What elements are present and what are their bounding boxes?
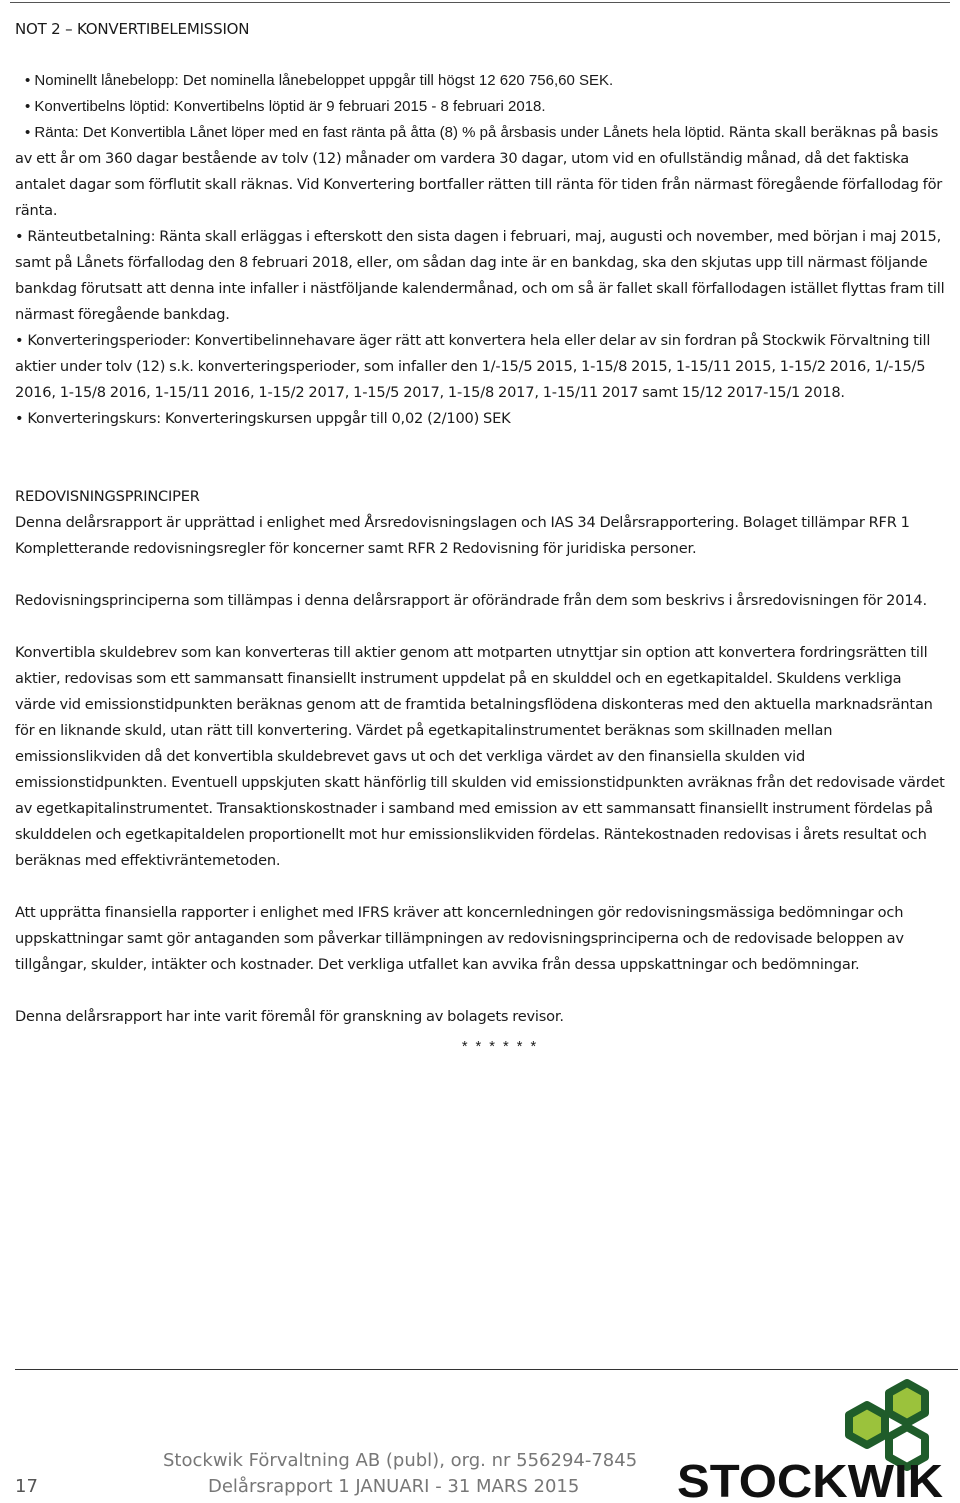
principles-heading: REDOVISNINGSPRINCIPER: [15, 488, 200, 505]
interest-details: Ränta skall beräknas på basis av ett år om 360 dagar bestående av tolv (12) månader om vardera 30 dagar, utom vid en ofullständig månad, då det faktiska antalet dagar som förflutit skall räknas. Vid Konvertering bortfaller rätten till ränta för tiden från närmast föregående förfallodag för ränta.: [15, 124, 943, 219]
footer-report: Delårsrapport 1 JANUARI - 31 MARS 2015: [208, 1476, 580, 1497]
principles-paragraph-5: Denna delårsrapport har inte varit föremål för granskning av bolagets revisor.: [15, 1008, 564, 1025]
principles-paragraph-4: Att upprätta finansiella rapporter i enlighet med IFRS kräver att koncernledningen gör redovisningsmässiga bedömningar och uppskattningar samt gör antaganden som påverkar tillämpningen av redovisningsprinciperna och de redovisade beloppen av tillgångar, skulder, intäkter och kostnader. Det verkliga utfallet kan avvika från dessa uppskattningar och bedömningar.: [15, 904, 904, 973]
bullet-interest: [15, 120, 945, 224]
footer-company: Stockwik Förvaltning AB (publ), org. nr 556294-7845: [163, 1450, 638, 1471]
logo-wordmark: STOCKWIK: [677, 1455, 943, 1500]
end-marker: * * * * * *: [461, 1039, 539, 1055]
bullet-maturity: • Konvertibelns löptid: Konvertibelns löptid är 9 februari 2015 - 8 februari 2018.: [25, 98, 546, 115]
interest-intro: • Ränta: Det Konvertibla Lånet löper med en fast ränta på åtta (8) % på årsbasis under Lånets hela löptid.: [25, 124, 725, 141]
note-title: NOT 2 – KONVERTIBELEMISSION: [15, 20, 250, 38]
bullet-conversion-price: • Konverteringskurs: Konverteringskursen uppgår till 0,02 (2/100) SEK: [15, 410, 511, 427]
top-rule: [10, 2, 950, 3]
bullet-conversion-periods: • Konverteringsperioder: Konvertibelinnehavare äger rätt att konvertera hela eller delar av sin fordran på Stockwik Förvaltning till aktier under tolv (12) s.k. konverteringsperioder, som infaller den 1/-15/5 2015, 1-15/8 2015, 1-15/11 2015, 1-15/2 2016, 1/-15/5 2016, 1-15/8 2016, 1-15/11 2016, 1-15/2 2017, 1-15/5 2017, 1-15/8 2017, 1-15/11 2017 samt 15/12 2017-15/1 2018.: [15, 332, 931, 401]
principles-paragraph-3: Konvertibla skuldebrev som kan konverteras till aktier genom att motparten utnyttjar sin option att konvertera fordringsrätten till aktier, redovisas som ett sammansatt finansiellt instrument uppdelat på en skulddel och en egetkapitaldel. Skuldens verkliga värde vid emissionstidpunkten beräknas genom att de framtida betalningsflödena diskonteras med den aktuella marknadsräntan för en liknande skuld, utan rätt till konvertering. Värdet på egetkapitalinstrumentet beräknas som skillnaden mellan emissionslikviden då det konvertibla skuldebrevet gavs ut och det verkliga värdet av den finansiella skulden vid emissionstidpunkten. Eventuell uppskjuten skatt hänförlig till skulden vid emissionstidpunkten avräknas från det redovisade värdet av egetkapitalinstrumentet. Transaktionskostnader i samband med emission av ett sammansatt finansiellt instrument fördelas på skulddelen och egetkapitaldelen proportionellt mot hur emissionslikviden fördelas. Räntekostnaden redovisas i årets resultat och beräknas med effektivräntemetoden.: [15, 644, 945, 869]
stockwik-logo: [675, 1375, 950, 1500]
principles-paragraph-1: Denna delårsrapport är upprättad i enlighet med Årsredovisningslagen och IAS 34 Delårsrapportering. Bolaget tillämpar RFR 1 Kompletterande redovisningsregler för koncerner samt RFR 2 Redovisning för juridiska personer.: [15, 514, 910, 557]
bullet-interest-payment: • Ränteutbetalning: Ränta skall erläggas i efterskott den sista dagen i februari, maj, augusti och november, med början i maj 2015, samt på Lånets förfallodag den 8 februari 2018, eller, om sådan dag inte är en bankdag, ska den skjutas upp till närmast följande bankdag förutsatt att denna inte infaller i nästföljande kalendermånad, och om så är fallet skall förfallodagen istället flyttas fram till närmast föregående bankdag.: [15, 228, 945, 323]
principles-paragraph-2: Redovisningsprinciperna som tillämpas i denna delårsrapport är oförändrade från dem som beskrivs i årsredovisningen för 2014.: [15, 592, 927, 609]
footer-rule: [15, 1369, 958, 1370]
bullet-nominal-amount: • Nominellt lånebelopp: Det nominella lånebeloppet uppgår till högst 12 620 756,60 SEK.: [25, 72, 614, 89]
page-number: 17: [15, 1476, 38, 1497]
page-content: [15, 16, 945, 1060]
